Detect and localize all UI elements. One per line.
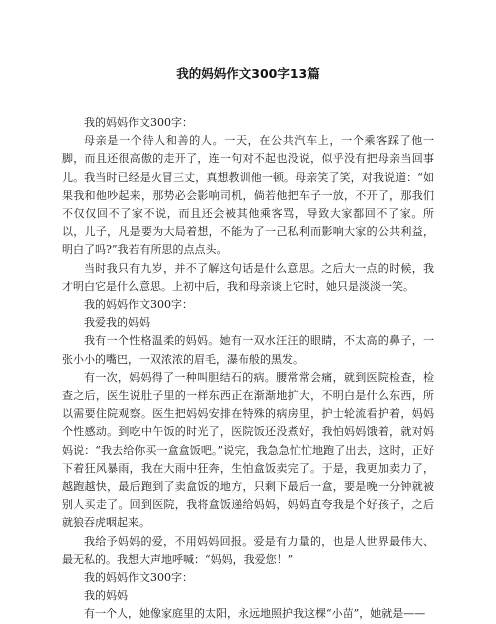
paragraph: 当时我只有九岁，并不了解这句话是什么意思。之后大一点的时候，我才明白它是什么意思。上初中后，我和母亲谈上它时，她只是淡淡一笑。: [62, 261, 434, 293]
document-body: [62, 114, 434, 624]
paragraph: 我的妈妈作文300字：: [84, 571, 193, 585]
document-title: 我的妈妈作文300字13篇: [176, 66, 320, 81]
paragraph: 我爱我的妈妈: [84, 316, 150, 330]
paragraph: 我给予妈妈的爱，不用妈妈回报。爱是有力量的，也是人世界最伟大、最无私的。我想大声地呼喊：“妈妈，我爱您！”: [62, 534, 434, 566]
paragraph: 母亲是一个待人和善的人。一天，在公共汽车上，一个乘客踩了他一脚，而且还很高傲的走开了，连一句对不起也没说，似乎没有把母亲当回事儿。我当时已经是火冒三丈，真想教训他一顿。母亲笑了笑，对我说道：“如果我和他吵起来，那势必会影响司机，倘若他把车子一放，不开了，那我们不仅仅回不了家不说，而且还会被其他乘客骂，导致大家都回不了家。所以，儿子，凡是要为大局着想，不能为了一己私利而影响大家的公共利益，明白了吗?”我若有所思的点点头。: [62, 134, 434, 257]
paragraph: 我的妈妈作文300字：: [84, 298, 193, 312]
paragraph: 我有一个性格温柔的妈妈。她有一双水汪汪的眼睛，不太高的鼻子，一张小小的嘴巴，一双浓浓的眉毛，瀑布般的黑发。: [62, 334, 434, 366]
paragraph: 我的妈妈作文300字：: [84, 116, 193, 129]
paragraph: 有一个人，她像家庭里的太阳，永远地照护我这棵“小苗”，她就是——: [84, 607, 426, 621]
paragraph: 我的妈妈: [84, 589, 128, 603]
paragraph: 有一次，妈妈得了一种叫胆结石的病。腰常常会痛，就到医院检查，检查之后，医生说肚子里的一样东西正在渐渐地扩大，不明白是什么东西，所以需要住院观察。医生把妈妈安排在特殊的病房里，护士轮流看护着，妈妈个性感动。到吃中午饭的时光了，医院饭还没煮好，我怕妈妈饿着，就对妈妈说：“我去给你买一盒盒饭吧。”说完，我急急忙忙地跑了出去，这时，正好下着狂风暴雨，我在大雨中狂奔，生怕盒饭卖完了。于是，我更加卖力了，越跑越快，最后跑到了卖盒饭的地方，只剩下最后一盒，要是晚一分钟就被别人买走了。回到医院，我将盒饭递给妈妈，妈妈直夸我是个好孩子，之后就狼吞虎咽起来。: [62, 370, 434, 530]
